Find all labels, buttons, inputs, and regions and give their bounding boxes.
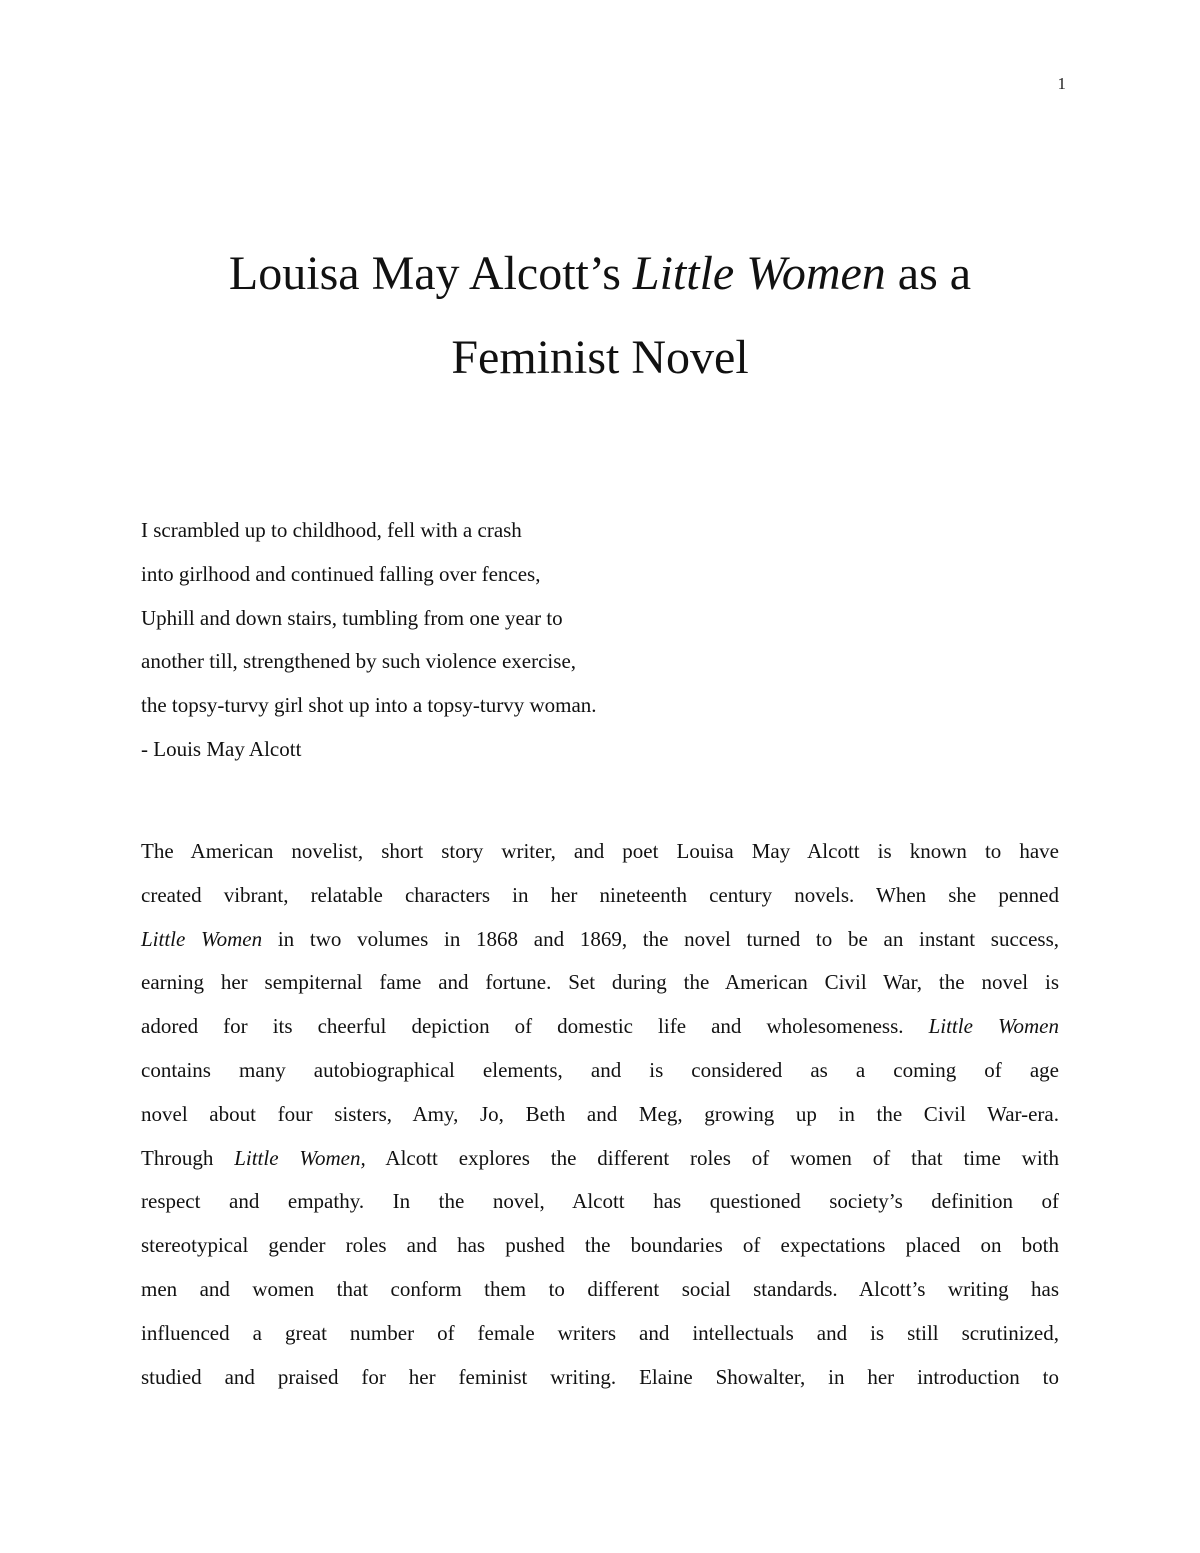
paragraph-line [141, 1137, 1059, 1181]
title-text: Louisa May Alcott’s [228, 247, 633, 300]
text-run: men and women that conform them to different social standards. Alcott’s writing has [141, 1276, 1059, 1301]
text-run: adored for its cheerful depiction of domestic life and wholesomeness. [141, 1014, 929, 1039]
paragraph-line [141, 1224, 1059, 1268]
text-run: studied and praised for her feminist writing. Elaine Showalter, in her introduction to [141, 1364, 1059, 1389]
title-line-1 [100, 232, 1100, 316]
epigraph-attribution: - Louis May Alcott [141, 736, 302, 761]
paragraph-line [141, 1093, 1059, 1137]
paragraph-line [141, 1005, 1059, 1049]
title-text: as a [885, 247, 972, 300]
text-run: Alcott explores the different roles of women of that time with [365, 1145, 1059, 1170]
paragraph-line [141, 1356, 1059, 1400]
text-run: in two volumes in 1868 and 1869, the novel turned to be an instant success, [262, 926, 1059, 951]
title-book-name: Little Women [632, 247, 886, 300]
text-run: created vibrant, relatable characters in her nineteenth century novels. When she penned [141, 882, 1059, 907]
text-run: respect and empathy. In the novel, Alcott has questioned society’s definition of [141, 1189, 1059, 1214]
title-line-2: Feminist Novel [451, 331, 749, 384]
text-run: The American novelist, short story writer, and poet Louisa May Alcott is known to have [141, 839, 1059, 863]
paragraph-line [141, 830, 1059, 874]
document-title [100, 232, 1100, 400]
epigraph-line: I scrambled up to childhood, fell with a crash [141, 518, 522, 542]
text-run: earning her sempiternal fame and fortune. Set during the American Civil War, the novel is [141, 970, 1059, 995]
epigraph [141, 509, 841, 772]
body-paragraph [141, 830, 1059, 1399]
text-run: Through [141, 1145, 235, 1170]
paragraph-line [141, 1268, 1059, 1312]
paragraph-line [141, 1312, 1059, 1356]
paragraph-line [141, 874, 1059, 918]
page-number: 1 [1057, 74, 1066, 93]
paragraph-line [141, 1180, 1059, 1224]
paragraph-line [141, 918, 1059, 962]
paragraph-line [141, 961, 1059, 1005]
text-run: influenced a great number of female writers and intellectuals and is still scrutinized, [141, 1320, 1059, 1345]
text-run: novel about four sisters, Amy, Jo, Beth and Meg, growing up in the Civil War-era. [141, 1101, 1059, 1126]
epigraph-line: another till, strengthened by such violence exercise, [141, 649, 577, 674]
italic-run: Little Women [928, 1014, 1060, 1039]
text-run: contains many autobiographical elements, and is considered as a coming of age [141, 1057, 1059, 1082]
epigraph-line: the topsy-turvy girl shot up into a topsy-turvy woman. [141, 693, 597, 718]
text-run: stereotypical gender roles and has pushed the boundaries of expectations placed on both [141, 1233, 1059, 1258]
epigraph-line: Uphill and down stairs, tumbling from one year to [141, 605, 563, 630]
italic-run: Little Women, [234, 1145, 366, 1170]
italic-run: Little Women [141, 926, 263, 951]
paragraph-line [141, 1049, 1059, 1093]
epigraph-line: into girlhood and continued falling over fences, [141, 561, 541, 586]
